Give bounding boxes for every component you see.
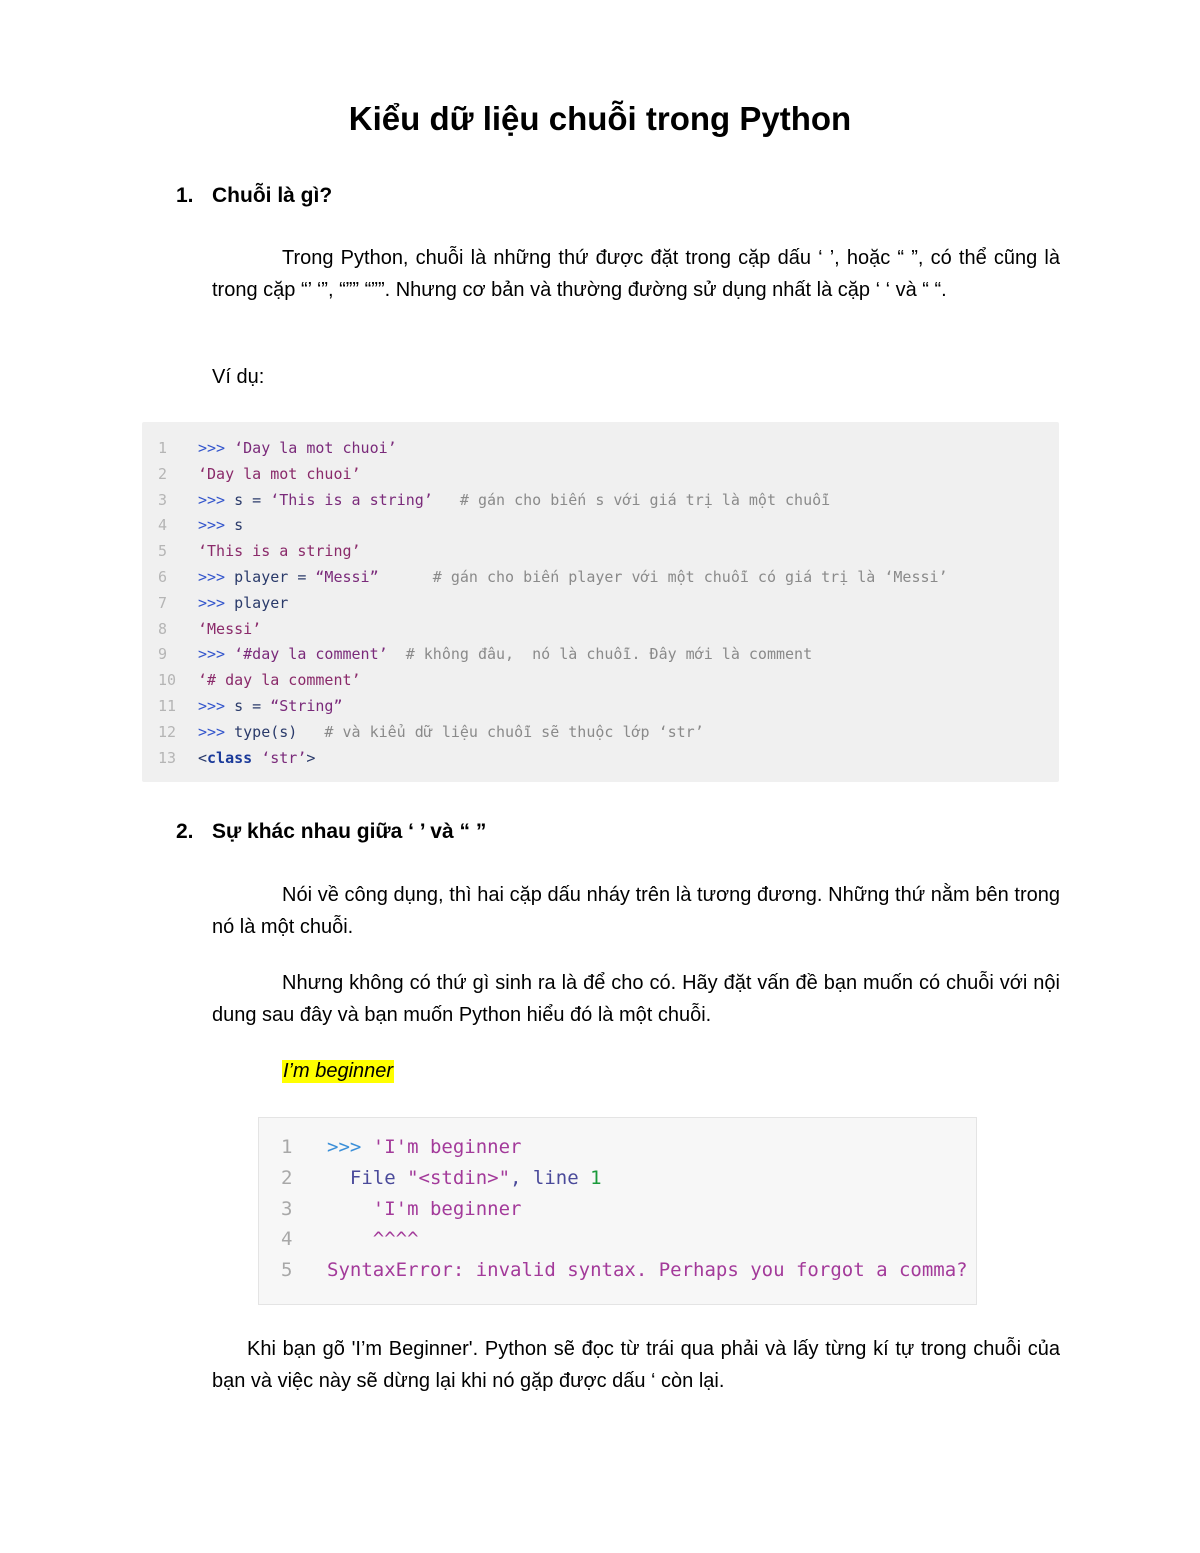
code-token [252, 749, 261, 767]
code-token: ‘#day la comment’ [234, 645, 388, 664]
code-token: s [234, 516, 244, 535]
code-token: >>> [198, 722, 235, 741]
code-token: >>> [198, 697, 235, 715]
code-token: ‘Day la mot chuoi’ [234, 439, 397, 457]
section-1-paragraph: Trong Python, chuỗi là những thứ được đặt trong cặp dấu ‘ ’, hoặc “ ”, có thể cũng là trong cặp “’ ‘”, “”” “””. Nhưng cơ bản và thường đường sử dụng nhất là cặp ‘ ‘ và “ “. [212, 247, 1060, 301]
example-label: Ví dụ: [212, 366, 265, 388]
page-title: Kiểu dữ liệu chuỗi trong Python [348, 100, 852, 137]
code-token: player [234, 593, 289, 612]
section-number: 2. [176, 820, 194, 843]
section-number: 1. [176, 184, 194, 207]
code-text [198, 645, 812, 663]
code-token: ‘This is a string’ [198, 542, 361, 561]
line-number: 3 [281, 1197, 293, 1220]
code-token: File [327, 1166, 408, 1189]
line-number: 3 [158, 490, 168, 509]
code-text [198, 568, 948, 586]
line-number: 6 [158, 568, 168, 586]
code-token: , line [510, 1166, 591, 1189]
code-token: ‘# day la comment’ [198, 671, 361, 690]
code-token: 1 [590, 1166, 602, 1189]
code-token: “String” [270, 697, 343, 715]
section-2-paragraph-2: Nhưng không có thứ gì sinh ra là để cho có. Hãy đặt vấn đề bạn muốn có chuỗi với nội dung sau đây và bạn muốn Python hiểu đó là một chuỗi. [212, 972, 1060, 1026]
code-token: "<stdin>" [407, 1166, 511, 1189]
closing-paragraph: Khi bạn gõ 'I’m Beginner'. Python sẽ đọc từ trái qua phải và lấy từng kí tự trong chuỗi của bạn và việc này sẽ dừng lại khi nó gặp được dấu ‘ còn lại. [212, 1338, 1060, 1392]
code-token: # không đâu, nó là chuỗi. Đây mới là comment [387, 645, 813, 664]
code-text [198, 620, 261, 638]
code-token: < [198, 748, 208, 767]
code-token: # gán cho biến player với một chuỗi có giá trị là ‘Messi’ [378, 568, 948, 586]
code-token: s = [234, 490, 271, 509]
code-token: 'I'm beginner [327, 1197, 522, 1220]
section-heading-1 [176, 184, 332, 208]
code-token: ‘str’ [261, 748, 307, 767]
code-text [198, 723, 704, 741]
code-token: >>> [198, 490, 235, 509]
code-token: class [207, 748, 253, 767]
line-number: 5 [281, 1259, 293, 1282]
section-heading-text: Sự khác nhau giữa ‘ ’ và “ ” [212, 820, 487, 843]
code-token: type(s) [234, 722, 298, 741]
code-text [198, 594, 288, 612]
code-token: >>> [198, 439, 235, 457]
section-2-paragraph-1: Nói về công dụng, thì hai cặp dấu nháy trên là tương đương. Những thứ nằm bên trong nó là một chuỗi. [212, 884, 1060, 938]
code-token: SyntaxError: invalid syntax. Perhaps you forgot a comma? [327, 1259, 968, 1282]
code-token: # và kiểu dữ liệu chuỗi sẽ thuộc lớp ‘str’ [297, 722, 704, 741]
code-text [327, 1136, 521, 1158]
line-number: 1 [281, 1136, 293, 1158]
line-number: 2 [281, 1166, 293, 1189]
code-text [327, 1228, 419, 1250]
code-block-syntax-error [258, 1117, 977, 1305]
code-token: >>> [198, 645, 235, 664]
code-token: player = [234, 568, 316, 586]
code-token: >>> [198, 516, 235, 535]
code-token: # gán cho biến s với giá trị là một chuỗi [432, 490, 831, 509]
line-number: 13 [158, 748, 177, 767]
code-block-string-examples [142, 422, 1059, 782]
line-number: 11 [158, 697, 177, 715]
line-number: 4 [281, 1228, 293, 1251]
line-number: 1 [158, 439, 168, 457]
code-text [198, 439, 397, 457]
code-text [198, 671, 361, 689]
highlighted-example: I’m beginner [283, 1060, 394, 1082]
code-text [198, 542, 361, 560]
section-heading-text: Chuỗi là gì? [212, 184, 333, 207]
code-text [327, 1198, 521, 1220]
code-token: >>> [198, 568, 235, 586]
line-number: 9 [158, 645, 168, 664]
section-heading-2 [176, 820, 486, 844]
code-text [198, 516, 243, 534]
code-token: >>> [327, 1136, 373, 1158]
code-token: >>> [198, 593, 235, 612]
line-number: 10 [158, 671, 177, 690]
code-token: > [306, 748, 316, 767]
code-text [327, 1259, 968, 1281]
code-token: ^^^^ [327, 1228, 419, 1251]
code-token: 'I'm beginner [372, 1136, 522, 1158]
code-text [198, 491, 830, 509]
line-number: 2 [158, 464, 168, 483]
line-number: 12 [158, 722, 177, 741]
code-token: ‘Day la mot chuoi’ [198, 464, 361, 483]
code-text [198, 697, 343, 715]
line-number: 7 [158, 593, 168, 612]
code-text [327, 1167, 602, 1189]
line-number: 4 [158, 516, 168, 535]
code-text [198, 465, 361, 483]
code-text [198, 749, 315, 767]
code-token: “Messi” [315, 568, 379, 586]
code-token: s = [234, 697, 271, 715]
line-number: 5 [158, 542, 168, 561]
line-number: 8 [158, 619, 168, 638]
code-token: ‘This is a string’ [270, 490, 433, 509]
code-token: ‘Messi’ [198, 619, 262, 638]
